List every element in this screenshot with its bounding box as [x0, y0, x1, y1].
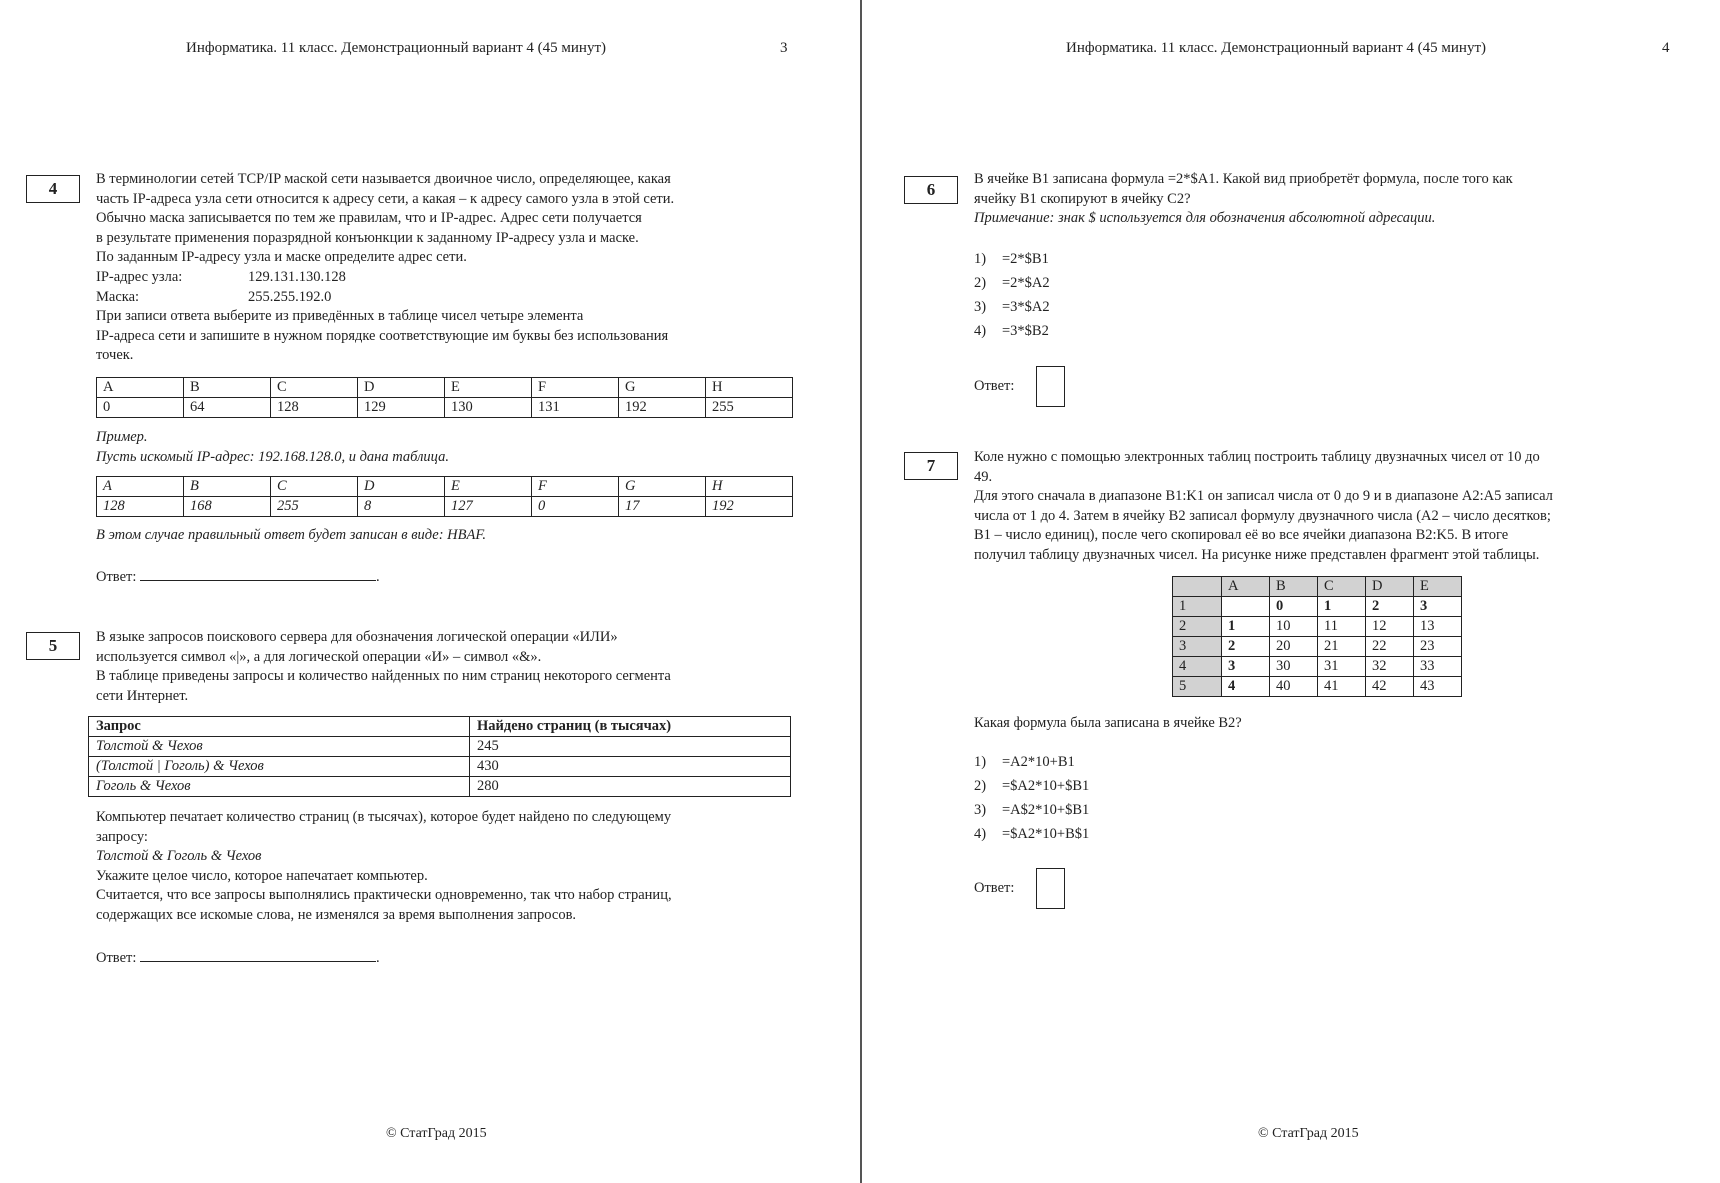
- option-value: =3*$B2: [1002, 323, 1049, 339]
- table-cell: 168: [184, 497, 271, 517]
- table-cell: F: [532, 378, 619, 398]
- table-cell: D: [358, 477, 445, 497]
- sheet-cell: 13: [1414, 617, 1462, 637]
- q7-answer-box[interactable]: [1036, 868, 1065, 909]
- q4-ip-row: [96, 268, 790, 288]
- sheet-cell: 33: [1414, 657, 1462, 677]
- page-number: 3: [780, 40, 788, 56]
- q4-intro-line: В терминологии сетей TCP/IP маской сети называется двоичное число, определяющее, какая: [96, 171, 671, 187]
- q7-text-line: получил таблицу двузначных чисел. На рисунке ниже представлен фрагмент этой таблицы.: [974, 546, 1540, 563]
- q7-option-2: [974, 778, 1089, 795]
- table-cell: B: [184, 378, 271, 398]
- q7-text-line: B1 – число единиц), после чего скопировал её во все ячейки диапазона B2:K5. В итоге: [974, 527, 1509, 544]
- q5-intro-line: используется символ «|», а для логической операции «И» – символ «&».: [96, 648, 542, 665]
- q5-intro-line: В языке запросов поискового сервера для обозначения логической операции «ИЛИ»: [96, 629, 618, 645]
- q7-text-line: Коле нужно с помощью электронных таблиц построить таблицу двузначных чисел от 10 до: [974, 449, 1540, 465]
- answer-label: Ответ:: [96, 950, 137, 966]
- table-row: [89, 777, 791, 797]
- table-cell: 0: [532, 497, 619, 517]
- column-header: A: [1222, 577, 1270, 597]
- row-header: 1: [1173, 597, 1222, 617]
- answer-period: .: [376, 950, 380, 966]
- ip-value: 129.131.130.128: [248, 268, 346, 285]
- option-value: =A2*10+B1: [1002, 754, 1075, 770]
- q6-option-4: [974, 323, 1049, 340]
- page-header: Информатика. 11 класс. Демонстрационный вариант 4 (45 минут): [186, 40, 607, 56]
- q7-text-line: числа от 1 до 4. Затем в ячейку B2 записал формулу двузначного числа (A2 – число десятков;: [974, 507, 1551, 524]
- q7-answer-label: Ответ:: [974, 880, 1015, 896]
- table-cell: C: [271, 378, 358, 398]
- q4-example-values-row: [97, 497, 793, 517]
- table-cell: D: [358, 378, 445, 398]
- table-cell: 129: [358, 398, 445, 418]
- table-cell: B: [184, 477, 271, 497]
- spreadsheet-header-row: [1173, 577, 1462, 597]
- sheet-cell: 32: [1366, 657, 1414, 677]
- q5-print-line: Укажите целое число, которое напечатает компьютер.: [96, 867, 428, 884]
- q4-table-letters-row: [97, 378, 793, 398]
- table-cell: 255: [271, 497, 358, 517]
- sheet-cell: 41: [1318, 677, 1366, 697]
- q4-instruction-line: При записи ответа выберите из приведённых в таблице чисел четыре элемента: [96, 308, 584, 325]
- ip-label: IP-адрес узла:: [96, 268, 183, 285]
- sheet-cell: 2: [1366, 597, 1414, 617]
- page-footer: © СтатГрад 2015: [1258, 1126, 1359, 1141]
- sheet-cell: 43: [1414, 677, 1462, 697]
- q5-table-header: [89, 717, 791, 737]
- sheet-cell: 1: [1318, 597, 1366, 617]
- q7-text: [974, 448, 1667, 566]
- sheet-cell: 40: [1270, 677, 1318, 697]
- table-cell: 64: [184, 398, 271, 418]
- q5-query-table: [88, 716, 791, 797]
- page-number: 4: [1662, 40, 1670, 56]
- q5-table-intro-line: В таблице приведены запросы и количество найденных по ним страниц некоторого сегмента: [96, 668, 671, 685]
- table-cell: G: [619, 477, 706, 497]
- sheet-cell: 21: [1318, 637, 1366, 657]
- column-header: E: [1414, 577, 1462, 597]
- spreadsheet-row: [1173, 657, 1462, 677]
- q4-instruction-line: точек.: [96, 347, 134, 364]
- count-cell: 245: [470, 737, 791, 757]
- row-header: 4: [1173, 657, 1222, 677]
- q4-table: [96, 377, 793, 418]
- spreadsheet-fragment: [1172, 576, 1462, 697]
- q5-query: Толстой & Гоголь & Чехов: [96, 848, 262, 865]
- option-number: 3): [974, 299, 987, 315]
- column-header: B: [1270, 577, 1318, 597]
- count-cell: 280: [470, 777, 791, 797]
- option-number: 3): [974, 802, 987, 818]
- table-cell: A: [97, 378, 184, 398]
- table-cell: A: [97, 477, 184, 497]
- q4-example-answer: В этом случае правильный ответ будет записан в виде: HBAF.: [96, 527, 486, 543]
- table-row: [89, 737, 791, 757]
- table-cell: 0: [97, 398, 184, 418]
- sheet-cell: 42: [1366, 677, 1414, 697]
- answer-label: Ответ:: [96, 569, 137, 585]
- sheet-cell: 3: [1222, 657, 1270, 677]
- page-footer: © СтатГрад 2015: [386, 1126, 487, 1141]
- page-header: Информатика. 11 класс. Демонстрационный вариант 4 (45 минут): [1066, 40, 1487, 56]
- spreadsheet-row: [1173, 677, 1462, 697]
- q4-intro-line: часть IP-адреса узла сети относится к адресу сети, а какая – к адресу самого узла в этой сети.: [96, 190, 675, 207]
- option-number: 4): [974, 323, 987, 339]
- table-cell: 17: [619, 497, 706, 517]
- table-cell: H: [706, 477, 793, 497]
- q7-option-1: [974, 754, 1075, 771]
- sheet-cell: 2: [1222, 637, 1270, 657]
- sheet-cell: 22: [1366, 637, 1414, 657]
- table-cell: 192: [706, 497, 793, 517]
- q6-option-1: [974, 251, 1049, 268]
- table-cell: 131: [532, 398, 619, 418]
- option-value: =3*$A2: [1002, 299, 1050, 315]
- q6-option-2: [974, 275, 1050, 292]
- option-value: =A$2*10+$B1: [1002, 802, 1090, 818]
- column-header: D: [1366, 577, 1414, 597]
- mask-label: Маска:: [96, 288, 140, 305]
- q5-question-line: запросу:: [96, 828, 148, 845]
- table-header-cell: Найдено страниц (в тысячах): [470, 717, 791, 737]
- query-cell: Толстой & Чехов: [89, 737, 470, 757]
- corner-cell: [1173, 577, 1222, 597]
- count-cell: 430: [470, 757, 791, 777]
- sheet-cell: 20: [1270, 637, 1318, 657]
- question-number-6: 6: [904, 176, 958, 204]
- sheet-cell: 23: [1414, 637, 1462, 657]
- q6-text-line: ячейку B1 скопируют в ячейку C2?: [974, 190, 1191, 207]
- q6-option-3: [974, 299, 1050, 316]
- table-cell: G: [619, 378, 706, 398]
- query-cell: (Толстой | Гоголь) & Чехов: [89, 757, 470, 777]
- q5-note-line: содержащих все искомые слова, не изменялся за время выполнения запросов.: [96, 906, 577, 923]
- table-cell: E: [445, 477, 532, 497]
- table-cell: F: [532, 477, 619, 497]
- table-cell: 130: [445, 398, 532, 418]
- q5-answer-field[interactable]: [140, 947, 376, 962]
- q5-text: [96, 628, 790, 706]
- option-number: 1): [974, 754, 987, 770]
- q4-instruction-line: IP-адреса сети и запишите в нужном порядке соответствующие им буквы без использования: [96, 327, 669, 344]
- row-header: 3: [1173, 637, 1222, 657]
- table-cell: H: [706, 378, 793, 398]
- q4-answer-row: [96, 566, 380, 588]
- q4-example-table: [96, 476, 793, 517]
- q6-text-line: В ячейке B1 записана формула =2*$A1. Какой вид приобретёт формула, после того как: [974, 171, 1513, 187]
- option-number: 2): [974, 275, 987, 291]
- q4-intro-line: Обычно маска записывается по тем же правилам, что и IP-адрес. Адрес сети получается: [96, 210, 642, 227]
- option-value: =$A2*10+$B1: [1002, 778, 1090, 794]
- sheet-cell: 31: [1318, 657, 1366, 677]
- q6-note: Примечание: знак $ используется для обозначения абсолютной адресации.: [974, 210, 1436, 227]
- mask-value: 255.255.192.0: [248, 288, 332, 305]
- q6-answer-box[interactable]: [1036, 366, 1065, 407]
- q5-question-line: Компьютер печатает количество страниц (в тысячах), которое будет найдено по следующему: [96, 809, 672, 825]
- q5-table-intro-line: сети Интернет.: [96, 687, 189, 704]
- table-row: [89, 757, 791, 777]
- table-cell: C: [271, 477, 358, 497]
- table-cell: 128: [271, 398, 358, 418]
- sheet-cell: [1222, 597, 1270, 617]
- q4-answer-field[interactable]: [140, 566, 376, 581]
- q4-example-title: Пример.: [96, 429, 148, 445]
- table-cell: 8: [358, 497, 445, 517]
- q7-option-3: [974, 802, 1089, 819]
- q7-question: Какая формула была записана в ячейке B2?: [974, 715, 1242, 731]
- q4-mask-row: [96, 288, 790, 308]
- q7-option-4: [974, 826, 1089, 843]
- table-cell: 128: [97, 497, 184, 517]
- q6-text: [974, 170, 1667, 229]
- table-cell: 127: [445, 497, 532, 517]
- page-right: [862, 0, 1720, 1183]
- column-header: C: [1318, 577, 1366, 597]
- question-number-4: 4: [26, 175, 80, 203]
- option-value: =2*$A2: [1002, 275, 1050, 291]
- q5-question: [96, 808, 790, 926]
- question-number-5: 5: [26, 632, 80, 660]
- option-number: 1): [974, 251, 987, 267]
- sheet-cell: 4: [1222, 677, 1270, 697]
- q5-answer-row: [96, 947, 380, 969]
- sheet-cell: 10: [1270, 617, 1318, 637]
- spreadsheet-row: [1173, 597, 1462, 617]
- q6-answer-label: Ответ:: [974, 378, 1015, 394]
- option-value: =$A2*10+B$1: [1002, 826, 1090, 842]
- sheet-cell: 1: [1222, 617, 1270, 637]
- q5-note-line: Считается, что все запросы выполнялись практически одновременно, так что набор страниц,: [96, 887, 672, 904]
- query-cell: Гоголь & Чехов: [89, 777, 470, 797]
- table-cell: 255: [706, 398, 793, 418]
- q4-text: [96, 170, 790, 366]
- row-header: 2: [1173, 617, 1222, 637]
- sheet-cell: 12: [1366, 617, 1414, 637]
- option-number: 4): [974, 826, 987, 842]
- table-header-cell: Запрос: [89, 717, 470, 737]
- option-number: 2): [974, 778, 987, 794]
- answer-period: .: [376, 569, 380, 585]
- sheet-cell: 0: [1270, 597, 1318, 617]
- q4-example-letters-row: [97, 477, 793, 497]
- q4-table-values-row: [97, 398, 793, 418]
- sheet-cell: 11: [1318, 617, 1366, 637]
- question-number-7: 7: [904, 452, 958, 480]
- q4-intro-line: в результате применения поразрядной конъюнкции к заданному IP-адресу узла и маске.: [96, 229, 639, 246]
- sheet-cell: 3: [1414, 597, 1462, 617]
- q4-task-line: По заданным IP-адресу узла и маске определите адрес сети.: [96, 249, 467, 266]
- q4-example: [96, 428, 790, 467]
- option-value: =2*$B1: [1002, 251, 1049, 267]
- sheet-cell: 30: [1270, 657, 1318, 677]
- q7-text-line: 49.: [974, 468, 993, 485]
- table-cell: E: [445, 378, 532, 398]
- spreadsheet-row: [1173, 637, 1462, 657]
- q7-text-line: Для этого сначала в диапазоне B1:K1 он записал числа от 0 до 9 и в диапазоне A2:A5 записал: [974, 488, 1553, 505]
- spreadsheet-row: [1173, 617, 1462, 637]
- row-header: 5: [1173, 677, 1222, 697]
- q4-example-line: Пусть искомый IP-адрес: 192.168.128.0, и дана таблица.: [96, 448, 449, 465]
- table-cell: 192: [619, 398, 706, 418]
